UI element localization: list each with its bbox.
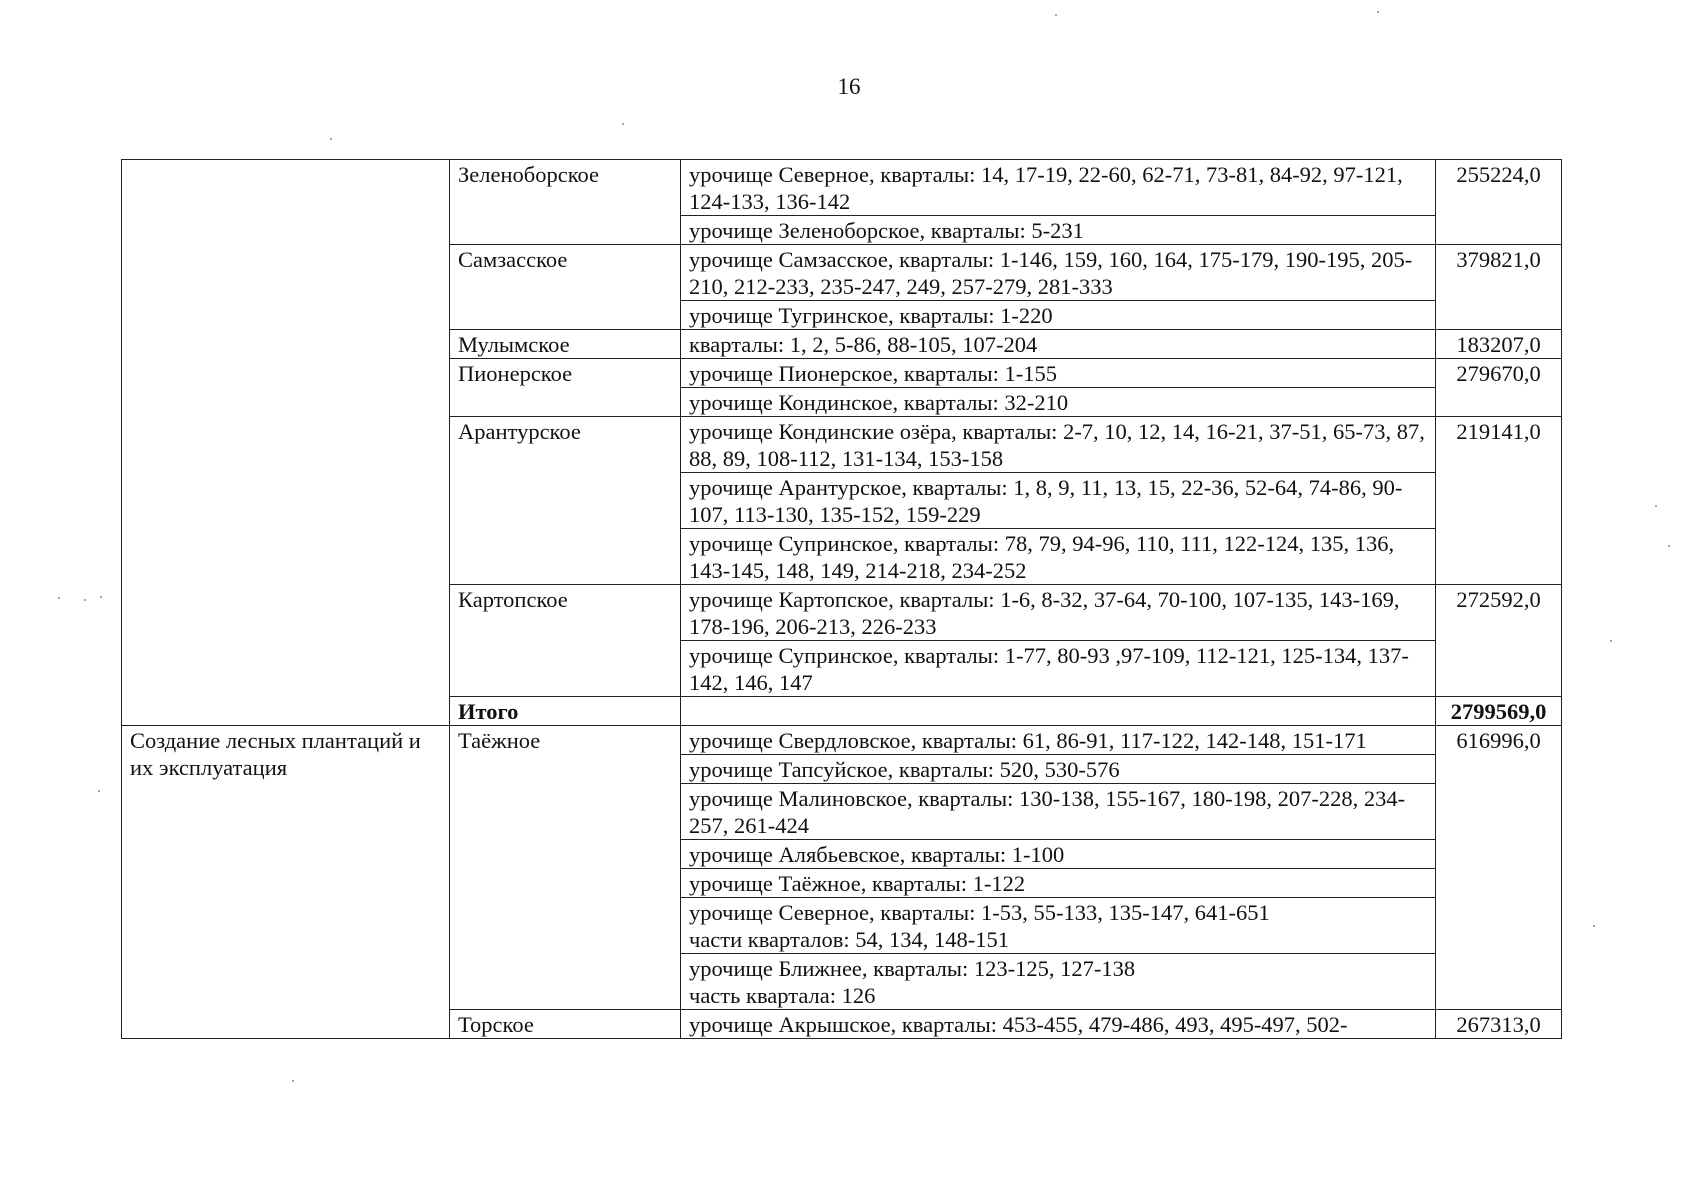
forestry-table-body (122, 160, 1562, 1039)
tracts-cell: урочище Кондинское, кварталы: 32-210 (681, 388, 1436, 417)
tracts-cell: урочище Супринское, кварталы: 78, 79, 94-96, 110, 111, 122-124, 135, 136, 143-145, 148, 149, 214-218, 234-252 (681, 529, 1436, 585)
purpose-cell (122, 160, 450, 726)
area-cell: 379821,0 (1436, 245, 1562, 330)
table-row (122, 726, 1562, 755)
forestry-name-cell: Торское (450, 1010, 681, 1039)
area-cell: 272592,0 (1436, 585, 1562, 697)
tracts-cell: кварталы: 1, 2, 5-86, 88-105, 107-204 (681, 330, 1436, 359)
total-empty-cell (681, 697, 1436, 726)
tracts-cell: урочище Свердловское, кварталы: 61, 86-91, 117-122, 142-148, 151-171 (681, 726, 1436, 755)
tracts-cell: урочище Ближнее, кварталы: 123-125, 127-138 часть квартала: 126 (681, 954, 1436, 1010)
tracts-cell: урочище Северное, кварталы: 1-53, 55-133, 135-147, 641-651 части кварталов: 54, 134, 148-151 (681, 898, 1436, 954)
tracts-cell: урочище Кондинские озёра, кварталы: 2-7, 10, 12, 14, 16-21, 37-51, 65-73, 87, 88, 89, 108-112, 131-134, 153-158 (681, 417, 1436, 473)
area-cell: 616996,0 (1436, 726, 1562, 1010)
tracts-cell: урочище Тугринское, кварталы: 1-220 (681, 301, 1436, 330)
forestry-name-cell: Зеленоборское (450, 160, 681, 245)
tracts-cell: урочище Пионерское, кварталы: 1-155 (681, 359, 1436, 388)
page-number: 16 (837, 74, 861, 99)
total-label-cell: Итого (450, 697, 681, 726)
tracts-cell: урочище Алябьевское, кварталы: 1-100 (681, 840, 1436, 869)
forestry-name-cell: Таёжное (450, 726, 681, 1010)
area-cell: 255224,0 (1436, 160, 1562, 245)
area-cell: 267313,0 (1436, 1010, 1562, 1039)
forestry-name-cell: Арантурское (450, 417, 681, 585)
area-cell: 183207,0 (1436, 330, 1562, 359)
tracts-cell: урочище Самзасское, кварталы: 1-146, 159, 160, 164, 175-179, 190-195, 205-210, 212-233, 235-247, 249, 257-279, 281-333 (681, 245, 1436, 301)
tracts-cell: урочище Картопское, кварталы: 1-6, 8-32, 37-64, 70-100, 107-135, 143-169, 178-196, 206-213, 226-233 (681, 585, 1436, 641)
purpose-cell: Создание лесных плантаций и их эксплуатация (122, 726, 450, 1039)
tracts-cell: урочище Супринское, кварталы: 1-77, 80-93 ,97-109, 112-121, 125-134, 137-142, 146, 147 (681, 641, 1436, 697)
forestry-name-cell: Картопское (450, 585, 681, 697)
tracts-cell: урочище Таёжное, кварталы: 1-122 (681, 869, 1436, 898)
tracts-cell: урочище Акрышское, кварталы: 453-455, 479-486, 493, 495-497, 502- (681, 1010, 1436, 1039)
forestry-name-cell: Самзасское (450, 245, 681, 330)
area-cell: 219141,0 (1436, 417, 1562, 585)
total-area-cell: 2799569,0 (1436, 697, 1562, 726)
table-row (122, 160, 1562, 216)
forestry-table (121, 159, 1562, 1039)
tracts-cell: урочище Зеленоборское, кварталы: 5-231 (681, 216, 1436, 245)
tracts-cell: урочище Малиновское, кварталы: 130-138, 155-167, 180-198, 207-228, 234-257, 261-424 (681, 784, 1436, 840)
tracts-cell: урочище Тапсуйское, кварталы: 520, 530-576 (681, 755, 1436, 784)
tracts-cell: урочище Арантурское, кварталы: 1, 8, 9, 11, 13, 15, 22-36, 52-64, 74-86, 90-107, 113-130, 135-152, 159-229 (681, 473, 1436, 529)
forestry-name-cell: Мулымское (450, 330, 681, 359)
area-cell: 279670,0 (1436, 359, 1562, 417)
tracts-cell: урочище Северное, кварталы: 14, 17-19, 22-60, 62-71, 73-81, 84-92, 97-121, 124-133, 136-142 (681, 160, 1436, 216)
forestry-name-cell: Пионерское (450, 359, 681, 417)
